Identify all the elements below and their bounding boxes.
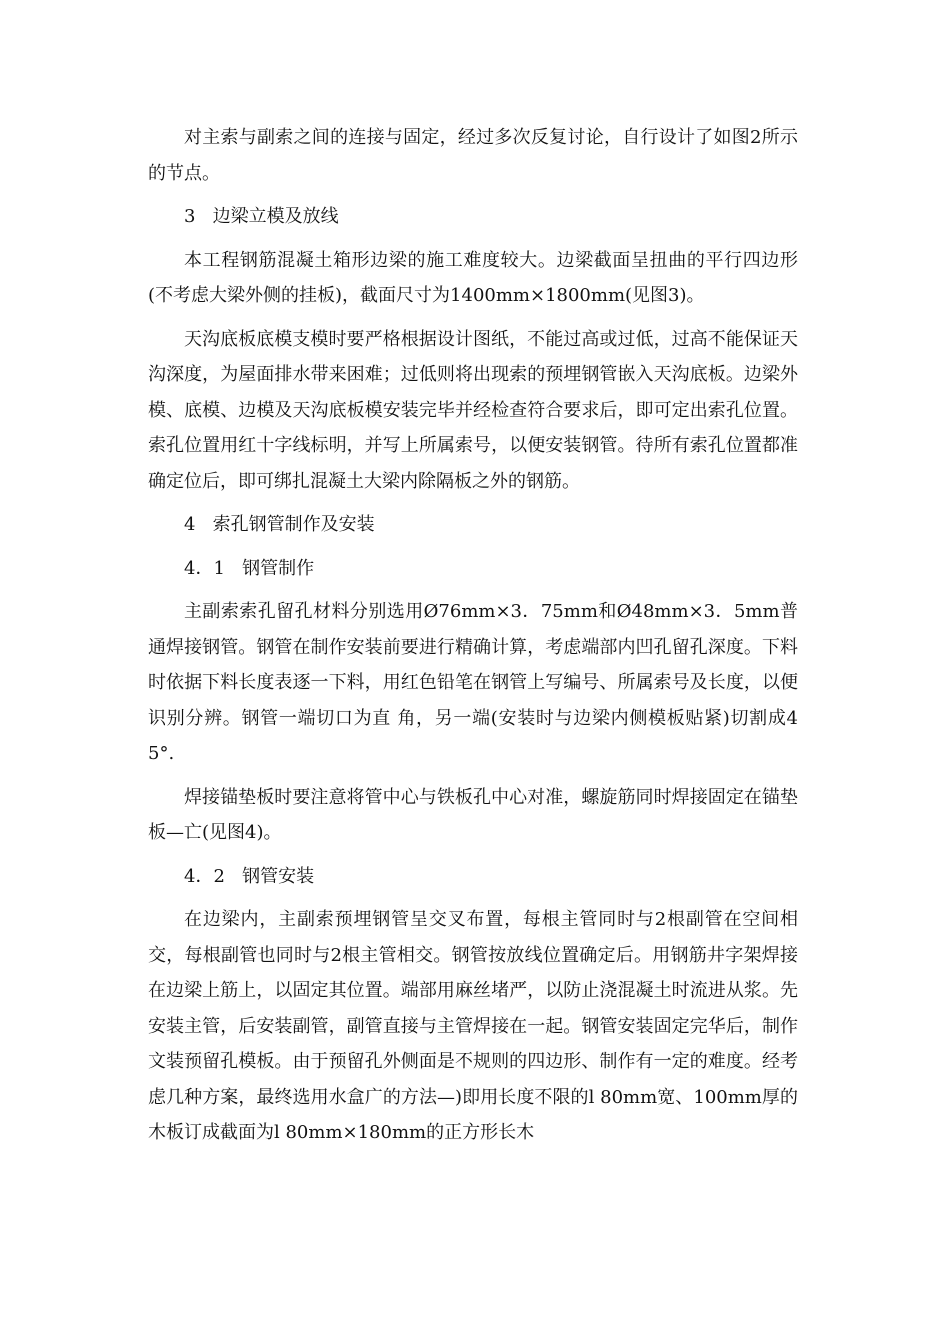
paragraph-steel-pipe-fabrication: 主副索索孔留孔材料分别选用Ø76mm×3．75mm和Ø48mm×3．5mm普通焊接钢管。钢管在制作安装前要进行精确计算，考虑端部内凹孔留孔深度。下料时依据下料长度表逐一下料，用红色铅笔在钢管上写编号、所属索号及长度，以便识别分辨。钢管一端切口为直 角，另一端(安装时与边梁内侧模板贴紧)切割成45°. [148, 601, 798, 764]
heading-section-4-2: 4．2 钢管安装 [184, 865, 315, 887]
document-page [148, 120, 798, 1159]
paragraph-gutter-formwork: 天沟底板底模支模时要严格根据设计图纸，不能过高或过低，过高不能保证天沟深度，为屋面排水带来困难；过低则将出现索的预埋钢管嵌入天沟底板。边梁外模、底模、边模及天沟底板模安装完毕并经检查符合要求后，即可定出索孔位置。索孔位置用红十字线标明，并写上所属索号，以便安装钢管。待所有索孔位置都准确定位后，即可绑扎混凝土大梁内除隔板之外的钢筋。 [148, 328, 798, 492]
paragraph-edge-beam-section: 本工程钢筋混凝土箱形边梁的施工难度较大。边梁截面呈扭曲的平行四边形(不考虑大梁外侧的挂板)，截面尺寸为1400mm×1800mm(见图3)。 [148, 249, 798, 306]
paragraph-anchor-plate-welding: 焊接锚垫板时要注意将管中心与铁板孔中心对准，螺旋筋同时焊接固定在锚垫板—亡(见图4)。 [148, 786, 798, 843]
heading-section-4: 4 索孔钢管制作及安装 [184, 514, 375, 535]
paragraph-node-connection: 对主索与副索之间的连接与固定，经过多次反复讨论，自行设计了如图2所示的节点。 [148, 127, 798, 184]
heading-section-4-1: 4．1 钢管制作 [184, 557, 315, 579]
paragraph-steel-pipe-installation: 在边梁内，主副索预埋钢管呈交叉布置，每根主管同时与2根副管在空间相交，每根副管也同时与2根主管相交。钢管按放线位置确定后。用钢筋井字架焊接在边梁上筋上，以固定其位置。端部用麻丝堵严，以防止浇混凝土时流进从浆。先安装主管，后安装副管，副管直接与主管焊接在一起。钢管安装固定完华后，制作文装预留孔模板。由于预留孔外侧面是不规则的四边形、制作有一定的难度。经考虑几种方案，最终选用水盒广的方法—)即用长度不限的l 80mm宽、100mm厚的木板订成截面为l 80mm×180mm的正方形长木 [148, 909, 798, 1143]
heading-section-3: 3 边梁立模及放线 [184, 206, 339, 227]
